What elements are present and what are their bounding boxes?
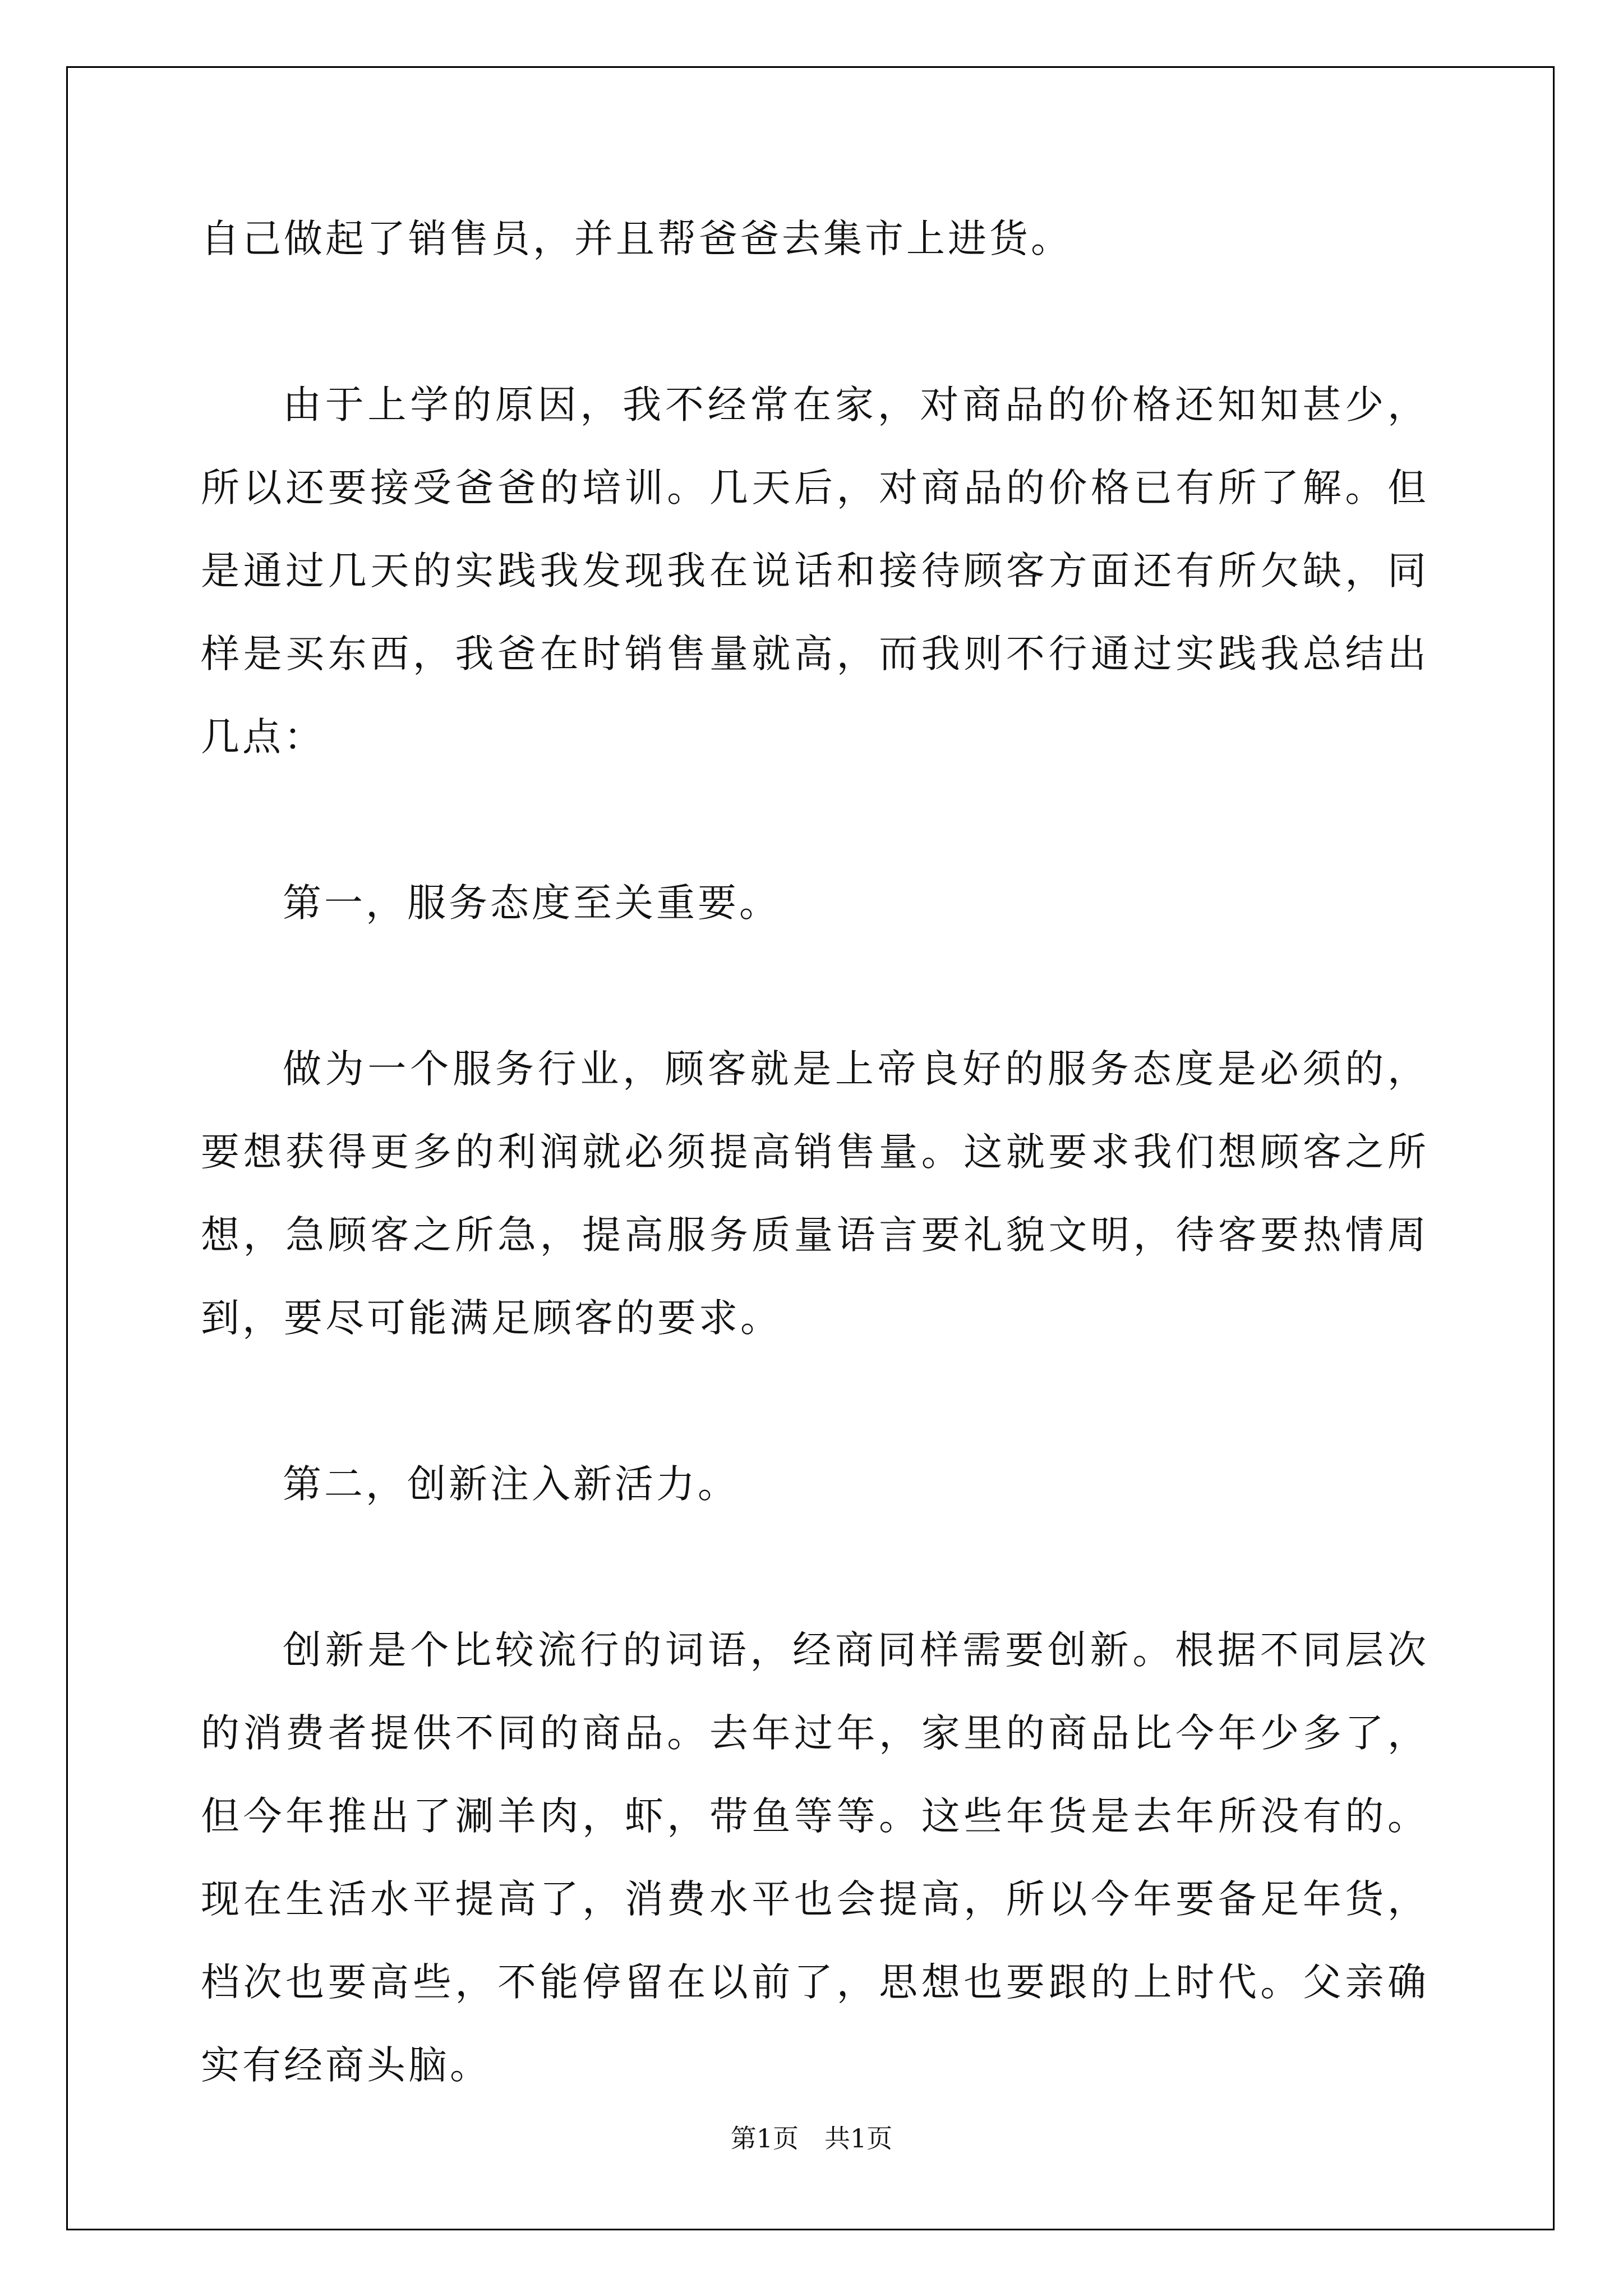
paragraph-4: 做为一个服务行业，顾客就是上帝良好的服务态度是必须的，要想获得更多的利润就必须提高销售量。这就要求我们想顾客之所想，急顾客之所急，提高服务质量语言要礼貌文明，待客要热情周到，要尽可能满足顾客的要求。 <box>201 1047 1429 1341</box>
page-number-footer: 第1页 共1页 <box>730 2123 893 2154</box>
paragraph-1: 自己做起了销售员，并且帮爸爸去集市上进货。 <box>201 217 1072 261</box>
document-body <box>201 197 1429 2190</box>
paragraph-5: 第二，创新注入新活力。 <box>283 1462 739 1507</box>
paragraph-6: 创新是个比较流行的词语，经商同样需要创新。根据不同层次的消费者提供不同的商品。去年过年，家里的商品比今年少多了，但今年推出了涮羊肉，虾，带鱼等等。这些年货是去年所没有的。现在生活水平提高了，消费水平也会提高，所以今年要备足年货，档次也要高些，不能停留在以前了，思想也要跟的上时代。父亲确实有经商头脑。 <box>201 1628 1429 2088</box>
paragraph-3: 第一，服务态度至关重要。 <box>283 881 781 926</box>
paragraph-2: 由于上学的原因，我不经常在家，对商品的价格还知知甚少，所以还要接受爸爸的培训。几天后，对商品的价格已有所了解。但是通过几天的实践我发现我在说话和接待顾客方面还有所欠缺，同样是买东西，我爸在时销售量就高，而我则不行通过实践我总结出几点： <box>201 383 1429 760</box>
